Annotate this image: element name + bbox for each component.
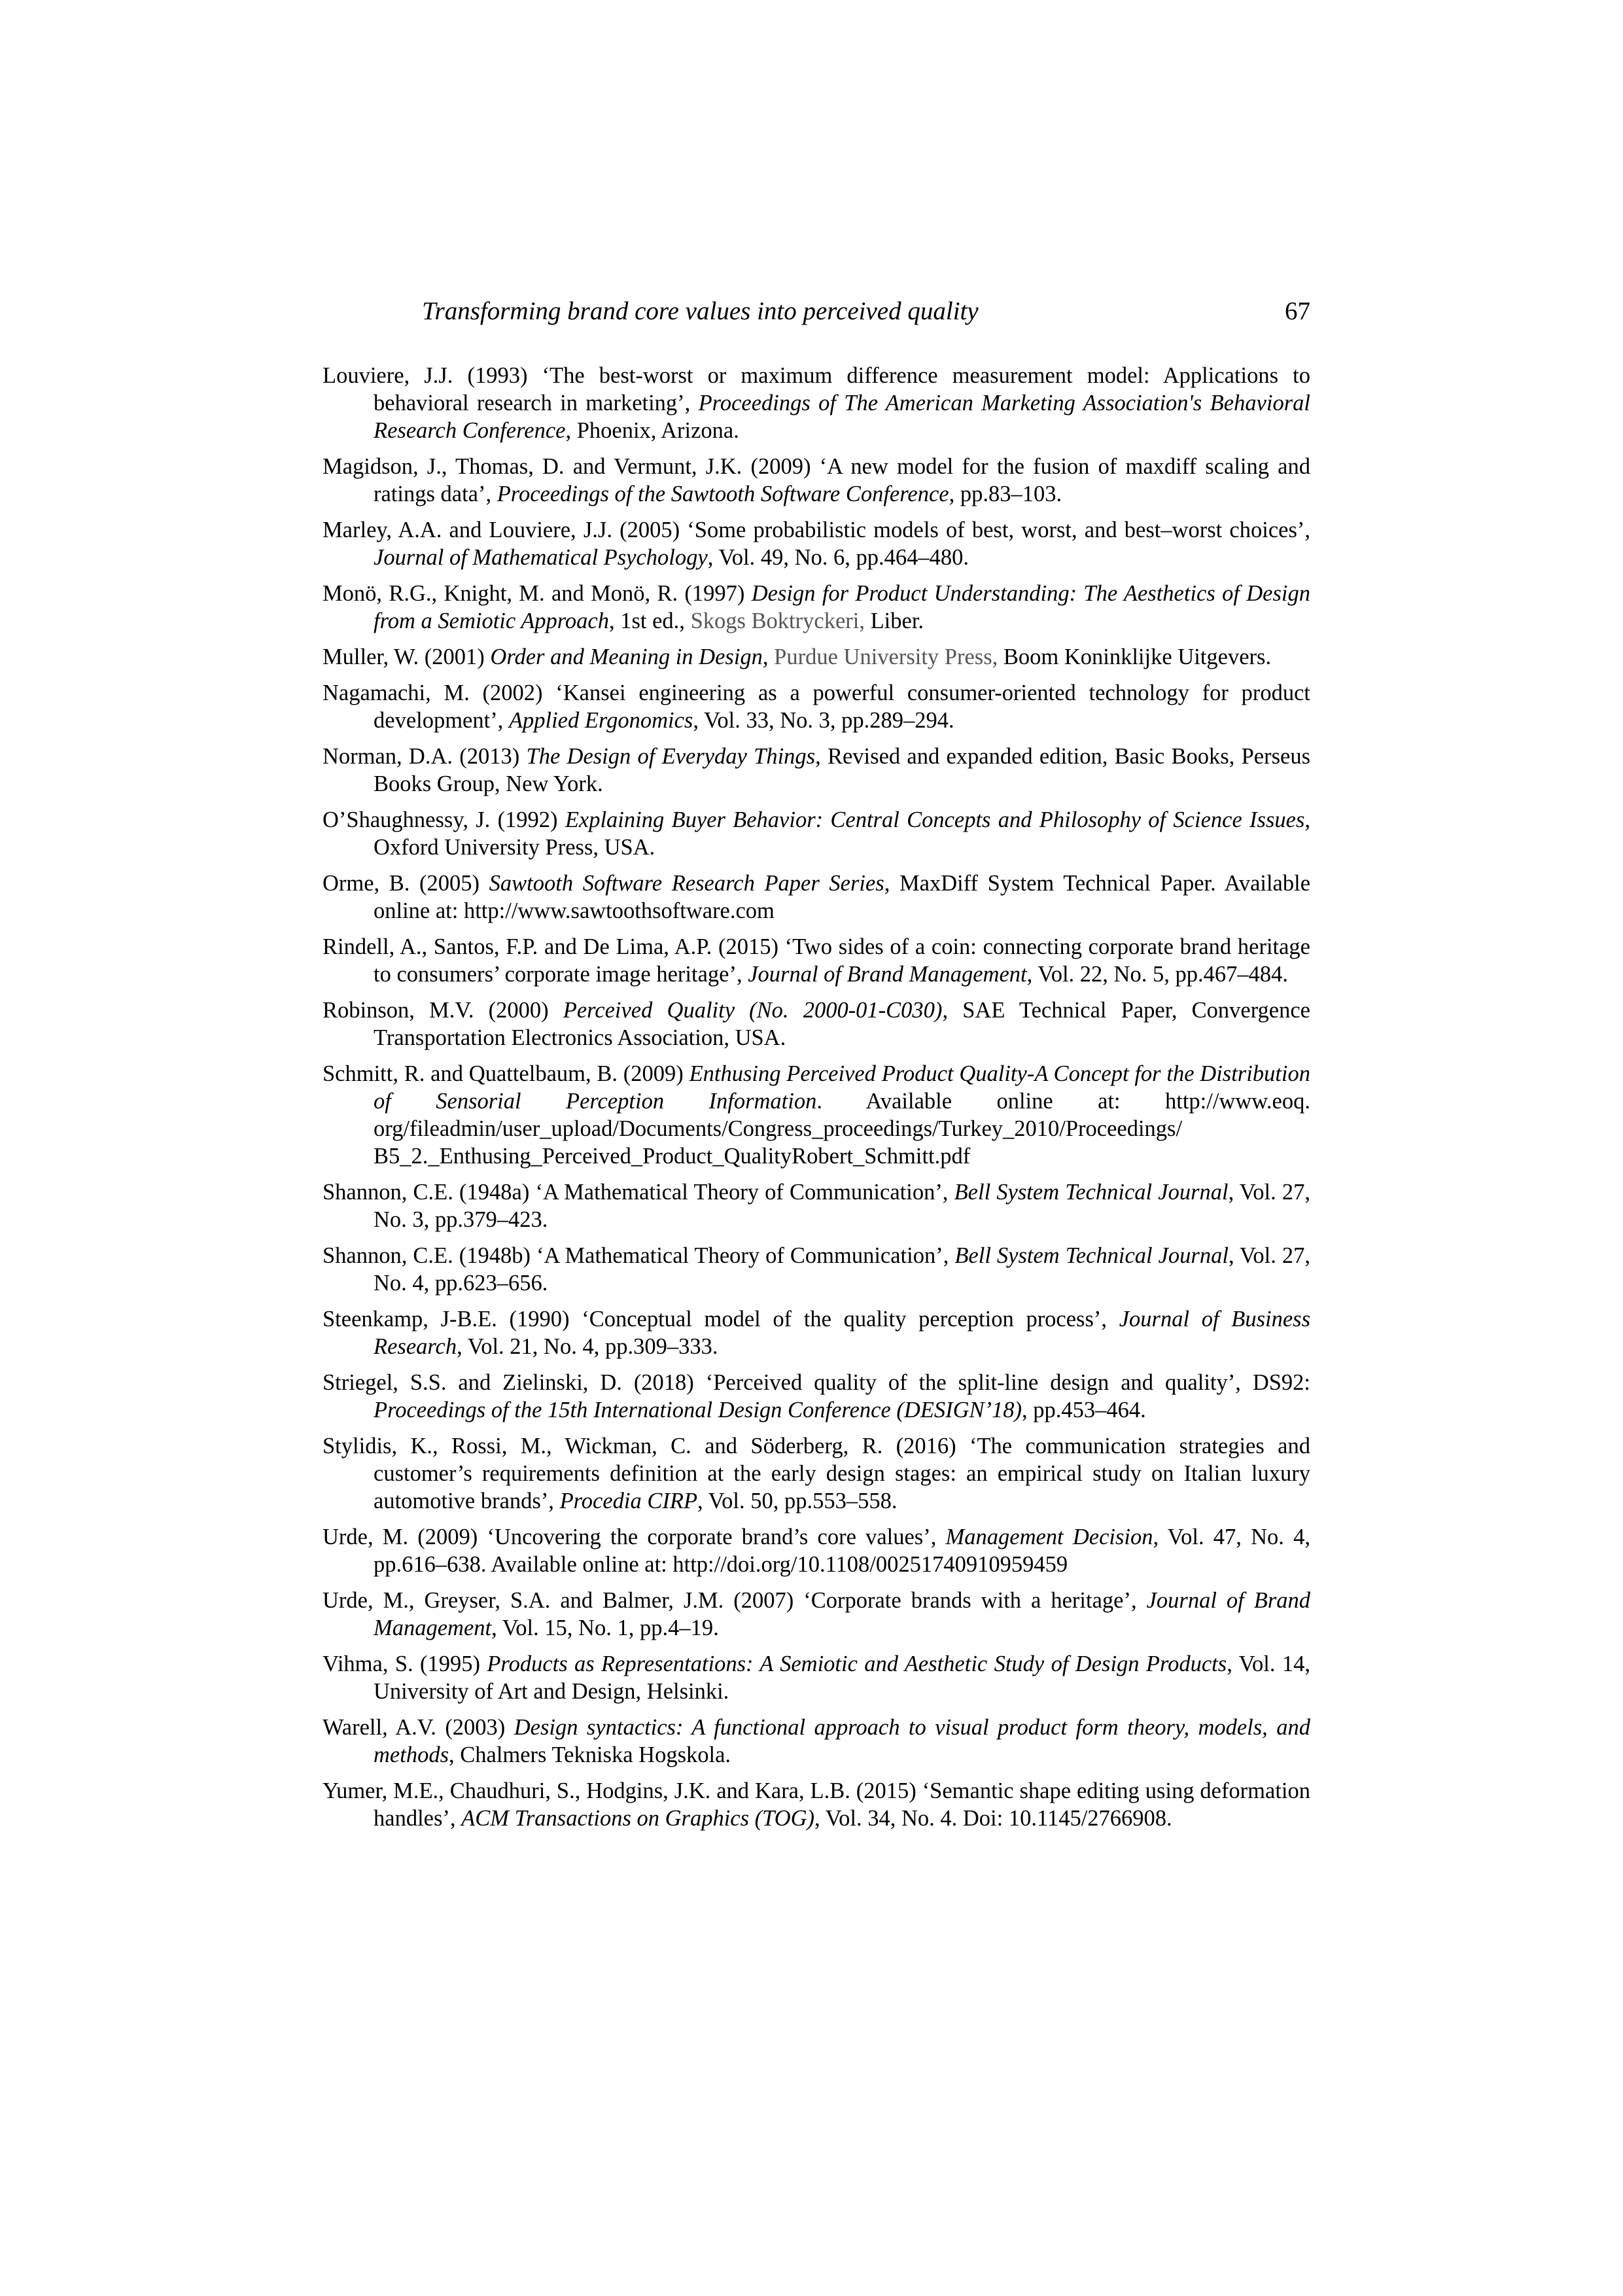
page-header	[323, 293, 1310, 330]
reference-text: , MaxDiff System Technical Paper. Available online at: http://www.sawtoothsoftware.com	[374, 871, 1311, 923]
running-title: Transforming brand core values into perceived quality	[422, 297, 979, 325]
reference-entry	[323, 1369, 1310, 1424]
reference-source-title: Applied Ergonomics	[508, 708, 693, 733]
reference-text: Shannon, C.E. (1948b) ‘A Mathematical Theory of Communication’,	[323, 1243, 955, 1268]
reference-publisher: Purdue University Press,	[774, 645, 998, 669]
reference-text: , SAE Technical Paper, Convergence Transportation Electronics Association, USA.	[374, 998, 1310, 1050]
reference-source-title: Proceedings of the Sawtooth Software Conference	[497, 482, 949, 506]
reference-source-title: Journal of Business Research	[374, 1307, 1310, 1359]
reference-text: Orme, B. (2005)	[323, 871, 489, 896]
reference-text: Steenkamp, J-B.E. (1990) ‘Conceptual model of the quality perception process’,	[323, 1307, 1119, 1332]
reference-source-title: Procedia CIRP	[559, 1489, 698, 1513]
reference-entry	[323, 1432, 1310, 1515]
reference-text: , Vol. 49, No. 6, pp.464–480.	[707, 545, 969, 570]
reference-text: , Vol. 50, pp.553–558.	[697, 1489, 898, 1513]
page-number: 67	[1285, 297, 1310, 325]
reference-source-title: Design syntactics: A functional approach to visual product form theory, models, and methods	[374, 1715, 1310, 1767]
reference-source-title: Perceived Quality (No. 2000-01-C030)	[563, 998, 943, 1023]
reference-entry	[323, 679, 1310, 734]
reference-source-title: Bell System Technical Journal	[954, 1243, 1229, 1268]
reference-source-title: Journal of Brand Management	[748, 962, 1027, 987]
reference-source-title: ACM Transactions on Graphics (TOG)	[461, 1806, 815, 1831]
reference-text: Boom Koninklijke Uitgevers.	[998, 645, 1272, 669]
reference-text: Urde, M. (2009) ‘Uncovering the corporate brand’s core values’,	[323, 1525, 946, 1549]
reference-text: Rindell, A., Santos, F.P. and De Lima, A.P. (2015) ‘Two sides of a coin: connecting corporate brand heritage to consumers’ corporate image heritage’,	[323, 934, 1310, 987]
reference-text: Nagamachi, M. (2002) ‘Kansei engineering as a powerful consumer-oriented technology for product development’,	[323, 680, 1310, 733]
reference-source-title: Management Decision	[945, 1525, 1153, 1549]
reference-text: Vihma, S. (1995)	[323, 1651, 487, 1676]
reference-text: Magidson, J., Thomas, D. and Vermunt, J.K. (2009) ‘A new model for the fusion of maxdiff scaling and ratings data’,	[323, 454, 1310, 506]
reference-text: , 1st ed.,	[608, 609, 691, 633]
reference-list	[323, 362, 1310, 1841]
reference-text: Yumer, M.E., Chaudhuri, S., Hodgins, J.K. and Kara, L.B. (2015) ‘Semantic shape editing using deformation handles’,	[323, 1778, 1310, 1831]
reference-text: ,	[762, 645, 775, 669]
reference-text: Liber.	[864, 609, 924, 633]
reference-entry	[323, 1777, 1310, 1832]
reference-text: , Vol. 47, No. 4, pp.616–638. Available online at: http://doi.org/10.1108/00251740910959459	[374, 1525, 1310, 1577]
reference-text: , Chalmers Tekniska Hogskola.	[449, 1742, 731, 1767]
reference-text: , Vol. 21, No. 4, pp.309–333.	[457, 1334, 718, 1359]
reference-entry	[323, 1242, 1310, 1297]
reference-entry	[323, 1650, 1310, 1705]
reference-source-title: Sawtooth Software Research Paper Series	[489, 871, 884, 896]
reference-entry	[323, 870, 1310, 925]
reference-text: Warell, A.V. (2003)	[323, 1715, 514, 1740]
reference-source-title: Products as Representations: A Semiotic and Aesthetic Study of Design Products	[487, 1651, 1227, 1676]
reference-entry	[323, 516, 1310, 571]
reference-text: Urde, M., Greyser, S.A. and Balmer, J.M. (2007) ‘Corporate brands with a heritage’,	[323, 1588, 1147, 1613]
reference-text: Shannon, C.E. (1948a) ‘A Mathematical Theory of Communication’,	[323, 1180, 954, 1205]
reference-text: Schmitt, R. and Quattelbaum, B. (2009)	[323, 1061, 689, 1086]
reference-text: , Revised and expanded edition, Basic Books, Perseus Books Group, New York.	[374, 744, 1310, 796]
reference-source-title: Order and Meaning in Design	[490, 645, 763, 669]
reference-text: Monö, R.G., Knight, M. and Monö, R. (1997)	[323, 581, 752, 606]
reference-source-title: The Design of Everyday Things	[526, 744, 816, 769]
reference-entry	[323, 1523, 1310, 1578]
reference-entry	[323, 362, 1310, 444]
reference-entry	[323, 1714, 1310, 1769]
reference-entry	[323, 1178, 1310, 1233]
reference-entry	[323, 1587, 1310, 1642]
reference-source-title: Explaining Buyer Behavior: Central Concepts and Philosophy of Science Issues	[565, 807, 1305, 832]
reference-entry	[323, 580, 1310, 635]
reference-source-title: Enthusing Perceived Product Quality-A Concept for the Distribution of Sensorial Perception Information	[374, 1061, 1310, 1114]
reference-source-title: Proceedings of the 15th International Design Conference (DESIGN’18)	[374, 1398, 1022, 1422]
reference-text: , Vol. 14, University of Art and Design, Helsinki.	[374, 1651, 1310, 1704]
reference-text: , Vol. 22, No. 5, pp.467–484.	[1026, 962, 1288, 987]
reference-source-title: Proceedings of The American Marketing Association's Behavioral Research Conference	[374, 391, 1310, 443]
reference-text: Robinson, M.V. (2000)	[323, 998, 563, 1023]
reference-text: Stylidis, K., Rossi, M., Wickman, C. and Söderberg, R. (2016) ‘The communication strategies and customer’s requirements definition at the early design stages: an empirical study on Italian luxury automotive brands’,	[323, 1434, 1310, 1513]
reference-entry	[323, 997, 1310, 1051]
reference-source-title: Design for Product Understanding: The Aesthetics of Design from a Semiotic Approach	[374, 581, 1310, 633]
reference-entry	[323, 743, 1310, 798]
reference-entry	[323, 806, 1310, 861]
reference-text: , pp.83–103.	[949, 482, 1062, 506]
reference-text: Marley, A.A. and Louviere, J.J. (2005) ‘Some probabilistic models of best, worst, and best–worst choices’,	[323, 518, 1310, 542]
reference-text: , Vol. 34, No. 4. Doi: 10.1145/2766908.	[814, 1806, 1172, 1831]
reference-source-title: Bell System Technical Journal	[954, 1180, 1229, 1205]
reference-text: Striegel, S.S. and Zielinski, D. (2018) ‘Perceived quality of the split-line design and quality’, DS92:	[323, 1370, 1310, 1395]
reference-source-title: Journal of Brand Management	[374, 1588, 1310, 1640]
reference-text: . Available online at: http://www.eoq. org/fileadmin/user_upload/Documents/Congress_proceedings/Turkey_2010/Proceedings/ B5_2._Enthusing_Perceived_Product_QualityRobert_Schmitt.pdf	[374, 1089, 1310, 1169]
reference-entry	[323, 1060, 1310, 1170]
reference-entry	[323, 453, 1310, 508]
reference-text: Norman, D.A. (2013)	[323, 744, 527, 769]
reference-publisher: Skogs Boktryckeri,	[690, 609, 865, 633]
reference-text: O’Shaughnessy, J. (1992)	[323, 807, 565, 832]
reference-entry	[323, 643, 1310, 671]
reference-text: , Vol. 27, No. 4, pp.623–656.	[374, 1243, 1311, 1296]
reference-text: , Oxford University Press, USA.	[374, 807, 1310, 860]
reference-source-title: Journal of Mathematical Psychology	[374, 545, 708, 570]
reference-text: , Vol. 15, No. 1, pp.4–19.	[491, 1616, 719, 1640]
reference-text: , Phoenix, Arizona.	[565, 418, 739, 443]
reference-text: , Vol. 27, No. 3, pp.379–423.	[374, 1180, 1310, 1232]
reference-entry	[323, 933, 1310, 988]
reference-text: , pp.453–464.	[1022, 1398, 1146, 1422]
reference-text: , Vol. 33, No. 3, pp.289–294.	[693, 708, 954, 733]
reference-text: Muller, W. (2001)	[323, 645, 491, 669]
reference-entry	[323, 1305, 1310, 1360]
reference-text: Louviere, J.J. (1993) ‘The best-worst or maximum difference measurement model: Applications to behavioral research in marketing’,	[323, 363, 1310, 415]
